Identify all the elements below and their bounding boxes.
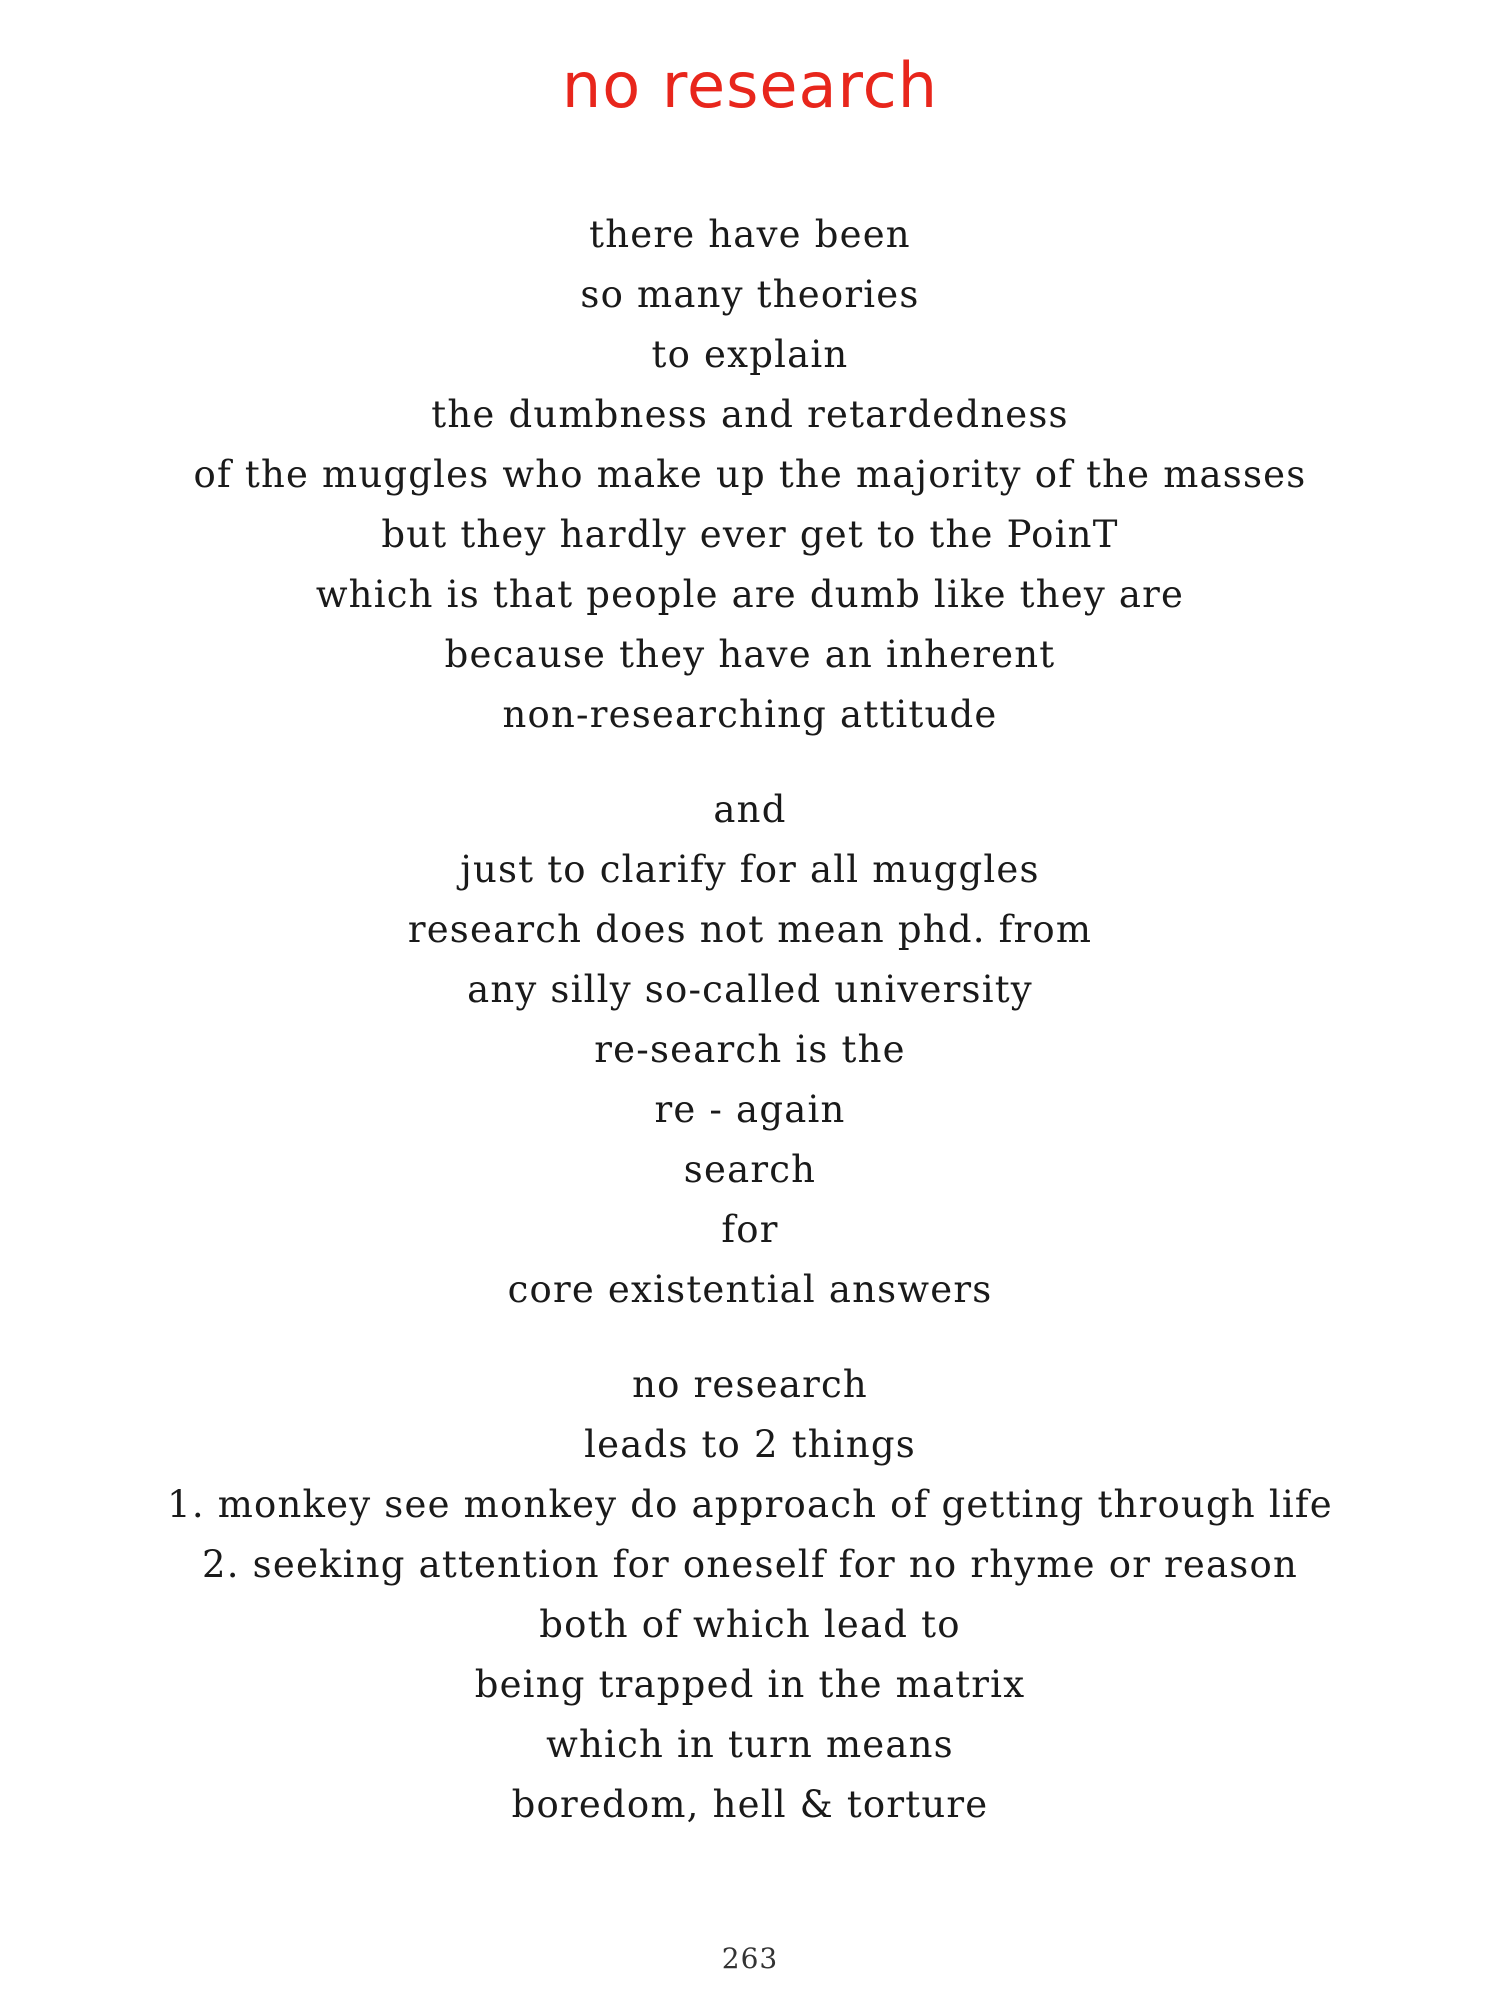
poem-line: any silly so-called university bbox=[467, 968, 1033, 1011]
poem-line: which in turn means bbox=[546, 1723, 954, 1766]
poem-line: search bbox=[683, 1148, 817, 1191]
poem-line: of the muggles who make up the majority of the masses bbox=[193, 453, 1307, 496]
poem-line: so many theories bbox=[580, 273, 920, 316]
stanza-3 bbox=[0, 1355, 1500, 1835]
poem-line: because they have an inherent bbox=[444, 633, 1056, 676]
poem-line: 1. monkey see monkey do approach of getting through life bbox=[167, 1483, 1333, 1526]
poem-line: research does not mean phd. from bbox=[407, 908, 1093, 951]
poem-line: but they hardly ever get to the PoinT bbox=[381, 513, 1119, 556]
poem-line: no research bbox=[632, 1363, 868, 1406]
poem-line: both of which lead to bbox=[539, 1603, 961, 1646]
stanza-1 bbox=[0, 205, 1500, 745]
poem-title: no research bbox=[561, 49, 939, 122]
poem-line: re - again bbox=[654, 1088, 846, 1131]
poem-line: to explain bbox=[651, 333, 849, 376]
poem-line: 2. seeking attention for oneself for no rhyme or reason bbox=[202, 1543, 1298, 1586]
poem-line: for bbox=[721, 1208, 779, 1251]
poem-line: re-search is the bbox=[594, 1028, 906, 1071]
stanza-2 bbox=[0, 780, 1500, 1320]
poem-line: core existential answers bbox=[507, 1268, 993, 1311]
poem-line: which is that people are dumb like they are bbox=[315, 573, 1185, 616]
poem-line: leads to 2 things bbox=[584, 1423, 916, 1466]
poem-line: there have been bbox=[589, 213, 911, 256]
poem-line: just to clarify for all muggles bbox=[460, 848, 1040, 891]
poem-line: and bbox=[713, 788, 787, 831]
page-number: 263 bbox=[721, 1942, 779, 1975]
poem-line: being trapped in the matrix bbox=[474, 1663, 1026, 1706]
poem-line: non-researching attitude bbox=[502, 693, 998, 736]
poem-line: the dumbness and retardedness bbox=[431, 393, 1069, 436]
poem-line: boredom, hell & torture bbox=[511, 1783, 989, 1826]
